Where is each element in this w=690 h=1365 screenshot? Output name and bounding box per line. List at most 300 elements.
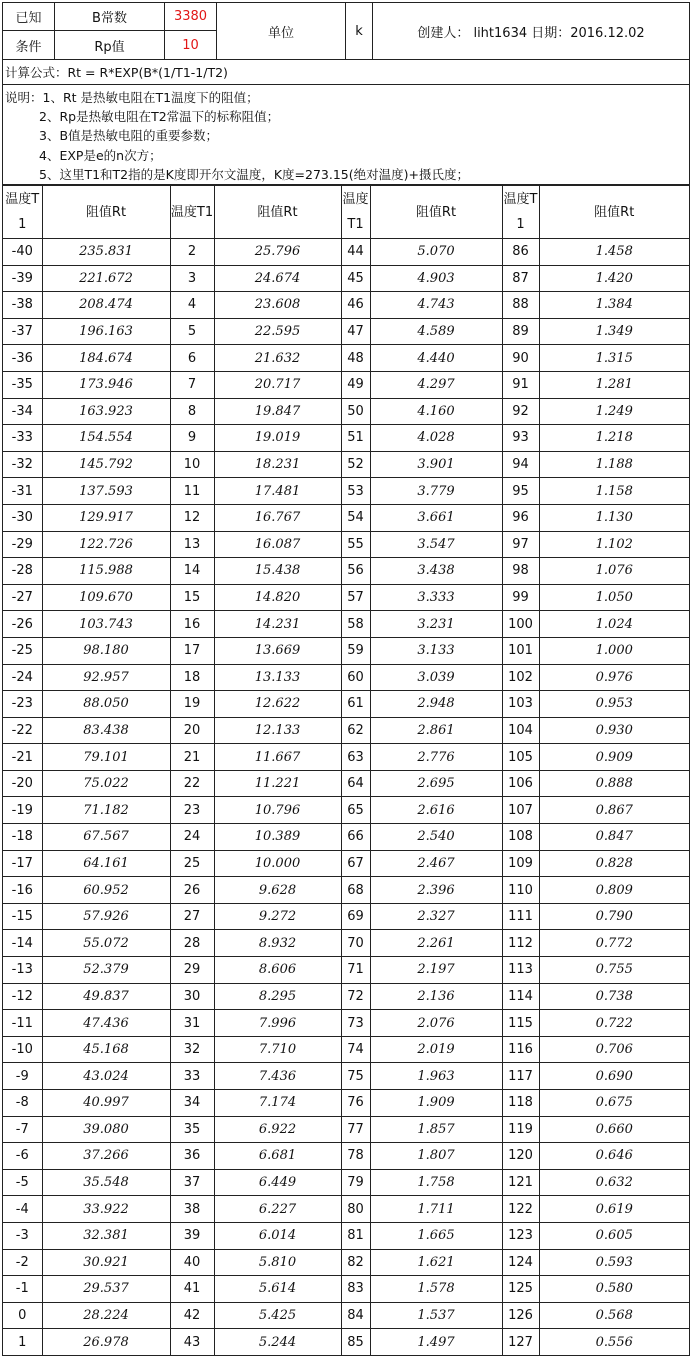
- resistance-cell[interactable]: 1.807: [370, 1143, 502, 1170]
- resistance-cell[interactable]: 10.389: [214, 824, 341, 851]
- temperature-cell[interactable]: 109: [502, 850, 539, 877]
- temperature-cell[interactable]: 33: [170, 1063, 214, 1090]
- resistance-cell[interactable]: 4.028: [370, 425, 502, 452]
- temperature-cell[interactable]: 38: [170, 1196, 214, 1223]
- resistance-cell[interactable]: 7.996: [214, 1010, 341, 1037]
- temperature-cell[interactable]: 46: [341, 292, 370, 319]
- temperature-cell[interactable]: 58: [341, 611, 370, 638]
- temperature-cell[interactable]: 84: [341, 1302, 370, 1329]
- rp-value[interactable]: 10: [165, 31, 217, 59]
- temperature-cell[interactable]: 127: [502, 1329, 539, 1355]
- resistance-cell[interactable]: 6.681: [214, 1143, 341, 1170]
- temperature-cell[interactable]: 115: [502, 1010, 539, 1037]
- temperature-cell[interactable]: 90: [502, 345, 539, 372]
- resistance-cell[interactable]: 4.743: [370, 292, 502, 319]
- temperature-cell[interactable]: 111: [502, 903, 539, 930]
- temperature-cell[interactable]: -4: [3, 1196, 42, 1223]
- resistance-cell[interactable]: 21.632: [214, 345, 341, 372]
- temperature-cell[interactable]: -14: [3, 930, 42, 957]
- temperature-cell[interactable]: 30: [170, 983, 214, 1010]
- b-constant-value[interactable]: 3380: [165, 3, 217, 31]
- temperature-cell[interactable]: 93: [502, 425, 539, 452]
- temperature-cell[interactable]: -12: [3, 983, 42, 1010]
- resistance-cell[interactable]: 9.628: [214, 877, 341, 904]
- temperature-cell[interactable]: -2: [3, 1249, 42, 1276]
- resistance-cell[interactable]: 88.050: [42, 691, 170, 718]
- temperature-cell[interactable]: 22: [170, 770, 214, 797]
- resistance-cell[interactable]: 7.436: [214, 1063, 341, 1090]
- resistance-cell[interactable]: 0.580: [539, 1276, 689, 1303]
- resistance-cell[interactable]: 0.976: [539, 664, 689, 691]
- temperature-cell[interactable]: -23: [3, 691, 42, 718]
- temperature-cell[interactable]: 3: [170, 265, 214, 292]
- resistance-cell[interactable]: 0.593: [539, 1249, 689, 1276]
- resistance-cell[interactable]: 4.903: [370, 265, 502, 292]
- temperature-cell[interactable]: 17: [170, 637, 214, 664]
- temperature-cell[interactable]: 37: [170, 1169, 214, 1196]
- resistance-cell[interactable]: 0.930: [539, 717, 689, 744]
- resistance-cell[interactable]: 0.755: [539, 957, 689, 984]
- resistance-cell[interactable]: 57.926: [42, 903, 170, 930]
- resistance-cell[interactable]: 5.244: [214, 1329, 341, 1355]
- resistance-cell[interactable]: 79.101: [42, 744, 170, 771]
- resistance-cell[interactable]: 39.080: [42, 1116, 170, 1143]
- resistance-cell[interactable]: 1.281: [539, 371, 689, 398]
- temperature-cell[interactable]: 35: [170, 1116, 214, 1143]
- temperature-cell[interactable]: -9: [3, 1063, 42, 1090]
- resistance-cell[interactable]: 12.133: [214, 717, 341, 744]
- temperature-cell[interactable]: 60: [341, 664, 370, 691]
- resistance-cell[interactable]: 1.621: [370, 1249, 502, 1276]
- resistance-cell[interactable]: 1.076: [539, 558, 689, 585]
- resistance-cell[interactable]: 2.948: [370, 691, 502, 718]
- temperature-cell[interactable]: 56: [341, 558, 370, 585]
- temperature-cell[interactable]: -33: [3, 425, 42, 452]
- resistance-cell[interactable]: 8.932: [214, 930, 341, 957]
- resistance-cell[interactable]: 5.425: [214, 1302, 341, 1329]
- temperature-cell[interactable]: 71: [341, 957, 370, 984]
- resistance-cell[interactable]: 0.605: [539, 1222, 689, 1249]
- resistance-cell[interactable]: 24.674: [214, 265, 341, 292]
- resistance-cell[interactable]: 3.333: [370, 584, 502, 611]
- resistance-cell[interactable]: 45.168: [42, 1036, 170, 1063]
- temperature-cell[interactable]: 121: [502, 1169, 539, 1196]
- temperature-cell[interactable]: 25: [170, 850, 214, 877]
- resistance-cell[interactable]: 71.182: [42, 797, 170, 824]
- temperature-cell[interactable]: 83: [341, 1276, 370, 1303]
- temperature-cell[interactable]: 98: [502, 558, 539, 585]
- temperature-cell[interactable]: 74: [341, 1036, 370, 1063]
- temperature-cell[interactable]: 44: [341, 239, 370, 266]
- temperature-cell[interactable]: 59: [341, 637, 370, 664]
- resistance-cell[interactable]: 163.923: [42, 398, 170, 425]
- resistance-cell[interactable]: 2.197: [370, 957, 502, 984]
- resistance-cell[interactable]: 1.458: [539, 239, 689, 266]
- resistance-cell[interactable]: 37.266: [42, 1143, 170, 1170]
- resistance-cell[interactable]: 14.231: [214, 611, 341, 638]
- temperature-cell[interactable]: 124: [502, 1249, 539, 1276]
- temperature-cell[interactable]: 5: [170, 318, 214, 345]
- resistance-cell[interactable]: 28.224: [42, 1302, 170, 1329]
- resistance-cell[interactable]: 115.988: [42, 558, 170, 585]
- temperature-cell[interactable]: 8: [170, 398, 214, 425]
- temperature-cell[interactable]: 122: [502, 1196, 539, 1223]
- temperature-cell[interactable]: -32: [3, 451, 42, 478]
- resistance-cell[interactable]: 18.231: [214, 451, 341, 478]
- temperature-cell[interactable]: -37: [3, 318, 42, 345]
- resistance-cell[interactable]: 55.072: [42, 930, 170, 957]
- temperature-cell[interactable]: 63: [341, 744, 370, 771]
- resistance-cell[interactable]: 23.608: [214, 292, 341, 319]
- temperature-cell[interactable]: 65: [341, 797, 370, 824]
- temperature-cell[interactable]: 87: [502, 265, 539, 292]
- temperature-cell[interactable]: -29: [3, 531, 42, 558]
- resistance-cell[interactable]: 2.327: [370, 903, 502, 930]
- resistance-cell[interactable]: 67.567: [42, 824, 170, 851]
- resistance-cell[interactable]: 0.646: [539, 1143, 689, 1170]
- resistance-cell[interactable]: 184.674: [42, 345, 170, 372]
- resistance-cell[interactable]: 2.261: [370, 930, 502, 957]
- resistance-cell[interactable]: 0.722: [539, 1010, 689, 1037]
- temperature-cell[interactable]: 77: [341, 1116, 370, 1143]
- temperature-cell[interactable]: 118: [502, 1090, 539, 1117]
- resistance-cell[interactable]: 2.136: [370, 983, 502, 1010]
- resistance-cell[interactable]: 25.796: [214, 239, 341, 266]
- temperature-cell[interactable]: 72: [341, 983, 370, 1010]
- resistance-cell[interactable]: 145.792: [42, 451, 170, 478]
- resistance-cell[interactable]: 0.909: [539, 744, 689, 771]
- resistance-cell[interactable]: 8.295: [214, 983, 341, 1010]
- temperature-cell[interactable]: 12: [170, 504, 214, 531]
- temperature-cell[interactable]: 41: [170, 1276, 214, 1303]
- temperature-cell[interactable]: -34: [3, 398, 42, 425]
- resistance-cell[interactable]: 0.556: [539, 1329, 689, 1355]
- resistance-cell[interactable]: 0.790: [539, 903, 689, 930]
- temperature-cell[interactable]: 85: [341, 1329, 370, 1355]
- resistance-cell[interactable]: 10.000: [214, 850, 341, 877]
- temperature-cell[interactable]: 53: [341, 478, 370, 505]
- resistance-cell[interactable]: 3.661: [370, 504, 502, 531]
- temperature-cell[interactable]: 97: [502, 531, 539, 558]
- resistance-cell[interactable]: 13.133: [214, 664, 341, 691]
- temperature-cell[interactable]: 75: [341, 1063, 370, 1090]
- temperature-cell[interactable]: 88: [502, 292, 539, 319]
- resistance-cell[interactable]: 122.726: [42, 531, 170, 558]
- temperature-cell[interactable]: 102: [502, 664, 539, 691]
- temperature-cell[interactable]: 40: [170, 1249, 214, 1276]
- resistance-cell[interactable]: 26.978: [42, 1329, 170, 1355]
- resistance-cell[interactable]: 75.022: [42, 770, 170, 797]
- temperature-cell[interactable]: 48: [341, 345, 370, 372]
- temperature-cell[interactable]: 2: [170, 239, 214, 266]
- temperature-cell[interactable]: 119: [502, 1116, 539, 1143]
- temperature-cell[interactable]: 91: [502, 371, 539, 398]
- resistance-cell[interactable]: 221.672: [42, 265, 170, 292]
- resistance-cell[interactable]: 1.857: [370, 1116, 502, 1143]
- resistance-cell[interactable]: 33.922: [42, 1196, 170, 1223]
- resistance-cell[interactable]: 98.180: [42, 637, 170, 664]
- resistance-cell[interactable]: 1.578: [370, 1276, 502, 1303]
- temperature-cell[interactable]: 57: [341, 584, 370, 611]
- temperature-cell[interactable]: -7: [3, 1116, 42, 1143]
- resistance-cell[interactable]: 0.660: [539, 1116, 689, 1143]
- resistance-cell[interactable]: 137.593: [42, 478, 170, 505]
- resistance-cell[interactable]: 9.272: [214, 903, 341, 930]
- temperature-cell[interactable]: -20: [3, 770, 42, 797]
- resistance-cell[interactable]: 0.632: [539, 1169, 689, 1196]
- temperature-cell[interactable]: 79: [341, 1169, 370, 1196]
- resistance-cell[interactable]: 11.667: [214, 744, 341, 771]
- resistance-cell[interactable]: 2.076: [370, 1010, 502, 1037]
- resistance-cell[interactable]: 1.315: [539, 345, 689, 372]
- resistance-cell[interactable]: 60.952: [42, 877, 170, 904]
- temperature-cell[interactable]: 107: [502, 797, 539, 824]
- temperature-cell[interactable]: 96: [502, 504, 539, 531]
- resistance-cell[interactable]: 0.690: [539, 1063, 689, 1090]
- temperature-cell[interactable]: 114: [502, 983, 539, 1010]
- temperature-cell[interactable]: 116: [502, 1036, 539, 1063]
- temperature-cell[interactable]: -11: [3, 1010, 42, 1037]
- temperature-cell[interactable]: 27: [170, 903, 214, 930]
- resistance-cell[interactable]: 19.019: [214, 425, 341, 452]
- temperature-cell[interactable]: 100: [502, 611, 539, 638]
- temperature-cell[interactable]: 117: [502, 1063, 539, 1090]
- resistance-cell[interactable]: 6.014: [214, 1222, 341, 1249]
- resistance-cell[interactable]: 0.867: [539, 797, 689, 824]
- temperature-cell[interactable]: 1: [3, 1329, 42, 1355]
- resistance-cell[interactable]: 4.440: [370, 345, 502, 372]
- resistance-cell[interactable]: 0.738: [539, 983, 689, 1010]
- resistance-cell[interactable]: 3.133: [370, 637, 502, 664]
- temperature-cell[interactable]: 106: [502, 770, 539, 797]
- temperature-cell[interactable]: 95: [502, 478, 539, 505]
- temperature-cell[interactable]: 104: [502, 717, 539, 744]
- resistance-cell[interactable]: 2.467: [370, 850, 502, 877]
- resistance-cell[interactable]: 6.449: [214, 1169, 341, 1196]
- temperature-cell[interactable]: 80: [341, 1196, 370, 1223]
- resistance-cell[interactable]: 3.901: [370, 451, 502, 478]
- resistance-cell[interactable]: 5.614: [214, 1276, 341, 1303]
- resistance-cell[interactable]: 4.589: [370, 318, 502, 345]
- resistance-cell[interactable]: 30.921: [42, 1249, 170, 1276]
- temperature-cell[interactable]: 54: [341, 504, 370, 531]
- resistance-cell[interactable]: 2.540: [370, 824, 502, 851]
- temperature-cell[interactable]: 26: [170, 877, 214, 904]
- temperature-cell[interactable]: -28: [3, 558, 42, 585]
- resistance-cell[interactable]: 3.231: [370, 611, 502, 638]
- temperature-cell[interactable]: 14: [170, 558, 214, 585]
- resistance-cell[interactable]: 10.796: [214, 797, 341, 824]
- temperature-cell[interactable]: -1: [3, 1276, 42, 1303]
- resistance-cell[interactable]: 6.227: [214, 1196, 341, 1223]
- temperature-cell[interactable]: 62: [341, 717, 370, 744]
- temperature-cell[interactable]: 4: [170, 292, 214, 319]
- temperature-cell[interactable]: 51: [341, 425, 370, 452]
- temperature-cell[interactable]: 7: [170, 371, 214, 398]
- resistance-cell[interactable]: 6.922: [214, 1116, 341, 1143]
- resistance-cell[interactable]: 20.717: [214, 371, 341, 398]
- temperature-cell[interactable]: 23: [170, 797, 214, 824]
- resistance-cell[interactable]: 4.160: [370, 398, 502, 425]
- temperature-cell[interactable]: 28: [170, 930, 214, 957]
- resistance-cell[interactable]: 1.188: [539, 451, 689, 478]
- temperature-cell[interactable]: 9: [170, 425, 214, 452]
- temperature-cell[interactable]: 99: [502, 584, 539, 611]
- temperature-cell[interactable]: -39: [3, 265, 42, 292]
- resistance-cell[interactable]: 1.665: [370, 1222, 502, 1249]
- temperature-cell[interactable]: 49: [341, 371, 370, 398]
- resistance-cell[interactable]: 16.767: [214, 504, 341, 531]
- resistance-cell[interactable]: 0.888: [539, 770, 689, 797]
- temperature-cell[interactable]: 47: [341, 318, 370, 345]
- resistance-cell[interactable]: 154.554: [42, 425, 170, 452]
- resistance-cell[interactable]: 1.758: [370, 1169, 502, 1196]
- temperature-cell[interactable]: -26: [3, 611, 42, 638]
- resistance-cell[interactable]: 208.474: [42, 292, 170, 319]
- temperature-cell[interactable]: 126: [502, 1302, 539, 1329]
- temperature-cell[interactable]: -40: [3, 239, 42, 266]
- resistance-cell[interactable]: 32.381: [42, 1222, 170, 1249]
- resistance-cell[interactable]: 103.743: [42, 611, 170, 638]
- resistance-cell[interactable]: 15.438: [214, 558, 341, 585]
- resistance-cell[interactable]: 0.847: [539, 824, 689, 851]
- temperature-cell[interactable]: -31: [3, 478, 42, 505]
- resistance-cell[interactable]: 83.438: [42, 717, 170, 744]
- resistance-cell[interactable]: 235.831: [42, 239, 170, 266]
- temperature-cell[interactable]: 120: [502, 1143, 539, 1170]
- temperature-cell[interactable]: 64: [341, 770, 370, 797]
- temperature-cell[interactable]: 86: [502, 239, 539, 266]
- resistance-cell[interactable]: 3.779: [370, 478, 502, 505]
- temperature-cell[interactable]: 21: [170, 744, 214, 771]
- resistance-cell[interactable]: 1.130: [539, 504, 689, 531]
- resistance-cell[interactable]: 0.706: [539, 1036, 689, 1063]
- temperature-cell[interactable]: 52: [341, 451, 370, 478]
- resistance-cell[interactable]: 12.622: [214, 691, 341, 718]
- resistance-cell[interactable]: 5.070: [370, 239, 502, 266]
- resistance-cell[interactable]: 2.616: [370, 797, 502, 824]
- temperature-cell[interactable]: 50: [341, 398, 370, 425]
- resistance-cell[interactable]: 3.438: [370, 558, 502, 585]
- resistance-cell[interactable]: 1.000: [539, 637, 689, 664]
- temperature-cell[interactable]: 113: [502, 957, 539, 984]
- resistance-cell[interactable]: 7.174: [214, 1090, 341, 1117]
- temperature-cell[interactable]: 123: [502, 1222, 539, 1249]
- resistance-cell[interactable]: 16.087: [214, 531, 341, 558]
- temperature-cell[interactable]: 0: [3, 1302, 42, 1329]
- resistance-cell[interactable]: 2.019: [370, 1036, 502, 1063]
- temperature-cell[interactable]: 125: [502, 1276, 539, 1303]
- resistance-cell[interactable]: 43.024: [42, 1063, 170, 1090]
- temperature-cell[interactable]: -13: [3, 957, 42, 984]
- temperature-cell[interactable]: 69: [341, 903, 370, 930]
- resistance-cell[interactable]: 19.847: [214, 398, 341, 425]
- resistance-cell[interactable]: 1.102: [539, 531, 689, 558]
- resistance-cell[interactable]: 14.820: [214, 584, 341, 611]
- resistance-cell[interactable]: 0.568: [539, 1302, 689, 1329]
- temperature-cell[interactable]: 24: [170, 824, 214, 851]
- temperature-cell[interactable]: -24: [3, 664, 42, 691]
- temperature-cell[interactable]: -27: [3, 584, 42, 611]
- resistance-cell[interactable]: 64.161: [42, 850, 170, 877]
- resistance-cell[interactable]: 109.670: [42, 584, 170, 611]
- temperature-cell[interactable]: 29: [170, 957, 214, 984]
- resistance-cell[interactable]: 22.595: [214, 318, 341, 345]
- temperature-cell[interactable]: -38: [3, 292, 42, 319]
- resistance-cell[interactable]: 92.957: [42, 664, 170, 691]
- temperature-cell[interactable]: 13: [170, 531, 214, 558]
- temperature-cell[interactable]: 55: [341, 531, 370, 558]
- temperature-cell[interactable]: 15: [170, 584, 214, 611]
- temperature-cell[interactable]: 101: [502, 637, 539, 664]
- resistance-cell[interactable]: 2.396: [370, 877, 502, 904]
- temperature-cell[interactable]: -15: [3, 903, 42, 930]
- temperature-cell[interactable]: -6: [3, 1143, 42, 1170]
- temperature-cell[interactable]: 68: [341, 877, 370, 904]
- resistance-cell[interactable]: 17.481: [214, 478, 341, 505]
- resistance-cell[interactable]: 35.548: [42, 1169, 170, 1196]
- temperature-cell[interactable]: 82: [341, 1249, 370, 1276]
- temperature-cell[interactable]: 19: [170, 691, 214, 718]
- temperature-cell[interactable]: -18: [3, 824, 42, 851]
- resistance-cell[interactable]: 0.772: [539, 930, 689, 957]
- temperature-cell[interactable]: 16: [170, 611, 214, 638]
- temperature-cell[interactable]: 73: [341, 1010, 370, 1037]
- temperature-cell[interactable]: 76: [341, 1090, 370, 1117]
- temperature-cell[interactable]: -10: [3, 1036, 42, 1063]
- temperature-cell[interactable]: -3: [3, 1222, 42, 1249]
- resistance-cell[interactable]: 1.420: [539, 265, 689, 292]
- resistance-cell[interactable]: 1.158: [539, 478, 689, 505]
- resistance-cell[interactable]: 1.909: [370, 1090, 502, 1117]
- temperature-cell[interactable]: 10: [170, 451, 214, 478]
- resistance-cell[interactable]: 0.828: [539, 850, 689, 877]
- temperature-cell[interactable]: 42: [170, 1302, 214, 1329]
- resistance-cell[interactable]: 7.710: [214, 1036, 341, 1063]
- temperature-cell[interactable]: -8: [3, 1090, 42, 1117]
- temperature-cell[interactable]: 70: [341, 930, 370, 957]
- resistance-cell[interactable]: 13.669: [214, 637, 341, 664]
- temperature-cell[interactable]: -25: [3, 637, 42, 664]
- temperature-cell[interactable]: -21: [3, 744, 42, 771]
- resistance-cell[interactable]: 8.606: [214, 957, 341, 984]
- temperature-cell[interactable]: 34: [170, 1090, 214, 1117]
- temperature-cell[interactable]: -36: [3, 345, 42, 372]
- temperature-cell[interactable]: 36: [170, 1143, 214, 1170]
- resistance-cell[interactable]: 3.547: [370, 531, 502, 558]
- temperature-cell[interactable]: -5: [3, 1169, 42, 1196]
- resistance-cell[interactable]: 0.619: [539, 1196, 689, 1223]
- resistance-cell[interactable]: 0.953: [539, 691, 689, 718]
- temperature-cell[interactable]: 89: [502, 318, 539, 345]
- temperature-cell[interactable]: 92: [502, 398, 539, 425]
- temperature-cell[interactable]: -17: [3, 850, 42, 877]
- temperature-cell[interactable]: -16: [3, 877, 42, 904]
- temperature-cell[interactable]: 11: [170, 478, 214, 505]
- temperature-cell[interactable]: 105: [502, 744, 539, 771]
- resistance-cell[interactable]: 1.711: [370, 1196, 502, 1223]
- temperature-cell[interactable]: -19: [3, 797, 42, 824]
- resistance-cell[interactable]: 2.776: [370, 744, 502, 771]
- resistance-cell[interactable]: 2.695: [370, 770, 502, 797]
- resistance-cell[interactable]: 49.837: [42, 983, 170, 1010]
- temperature-cell[interactable]: 112: [502, 930, 539, 957]
- temperature-cell[interactable]: 67: [341, 850, 370, 877]
- resistance-cell[interactable]: 1.349: [539, 318, 689, 345]
- resistance-cell[interactable]: 1.024: [539, 611, 689, 638]
- temperature-cell[interactable]: -30: [3, 504, 42, 531]
- temperature-cell[interactable]: 39: [170, 1222, 214, 1249]
